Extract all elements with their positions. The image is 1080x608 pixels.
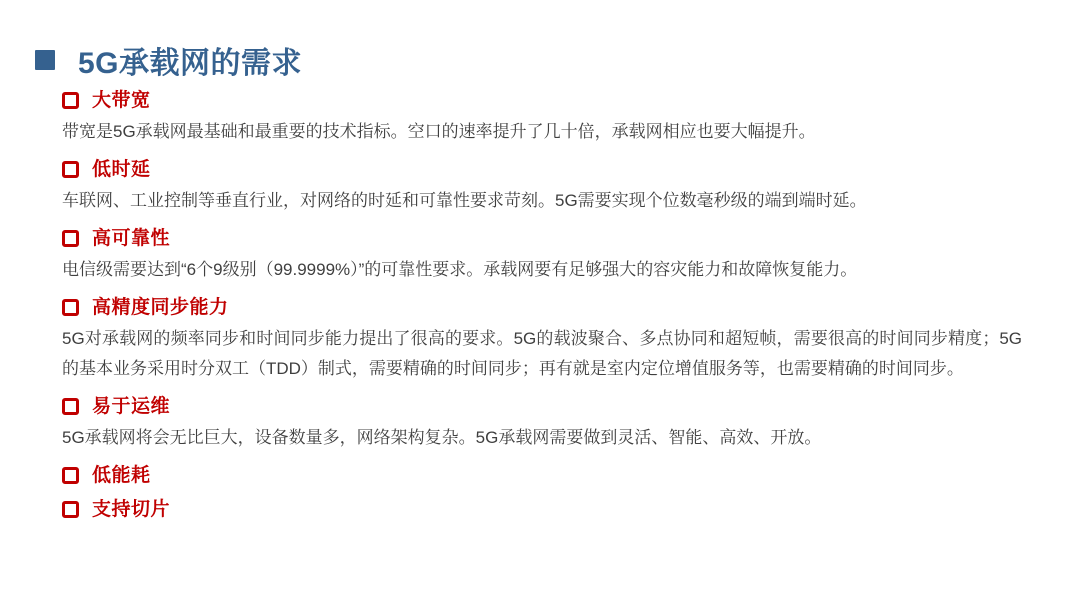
section-synchronization [62, 296, 1022, 384]
section-slicing [62, 498, 1022, 521]
hollow-square-icon [62, 299, 79, 316]
section-heading-label: 低时延 [92, 159, 151, 180]
section-reliability [62, 227, 1022, 285]
section-operations [62, 395, 1022, 453]
section-heading [62, 395, 1022, 418]
section-latency [62, 158, 1022, 216]
section-body-text: 电信级需要达到“6个9级别（99.9999%）”的可靠性要求。承载网要有足够强大的容灾能力和故障恢复能力。 [62, 260, 858, 279]
hollow-square-icon [62, 467, 79, 484]
section-heading-label: 高精度同步能力 [92, 297, 229, 318]
hollow-square-icon [62, 398, 79, 415]
hollow-square-icon [62, 501, 79, 518]
slide-title-row [35, 42, 1044, 78]
section-energy [62, 464, 1022, 487]
section-bandwidth [62, 89, 1022, 147]
section-heading [62, 89, 1022, 112]
section-heading [62, 158, 1022, 181]
section-heading [62, 296, 1022, 319]
section-heading [62, 498, 1022, 521]
section-heading-label: 大带宽 [92, 90, 151, 111]
section-heading-label: 易于运维 [92, 396, 171, 417]
filled-square-icon [35, 50, 55, 70]
page-title: 5G承载网的需求 [78, 47, 303, 80]
hollow-square-icon [62, 161, 79, 178]
hollow-square-icon [62, 92, 79, 109]
section-heading [62, 464, 1022, 487]
section-heading-label: 支持切片 [92, 499, 171, 520]
section-body-text: 5G承载网将会无比巨大，设备数量多，网络架构复杂。5G承载网需要做到灵活、智能、高效、开放。 [62, 428, 822, 447]
section-body-text: 带宽是5G承载网最基础和最重要的技术指标。空口的速率提升了几十倍，承载网相应也要大幅提升。 [62, 122, 816, 141]
section-body-text: 车联网、工业控制等垂直行业，对网络的时延和可靠性要求苛刻。5G需要实现个位数毫秒级的端到端时延。 [62, 191, 867, 210]
slide-content [62, 89, 1022, 521]
section-body-text: 5G对承载网的频率同步和时间同步能力提出了很高的要求。5G的载波聚合、多点协同和超短帧，需要很高的时间同步精度；5G的基本业务采用时分双工（TDD）制式，需要精确的时间同步；再有就是室内定位增值服务等，也需要精确的时间同步。 [62, 329, 1022, 378]
hollow-square-icon [62, 230, 79, 247]
section-heading [62, 227, 1022, 250]
section-heading-label: 高可靠性 [92, 228, 171, 249]
section-heading-label: 低能耗 [92, 465, 151, 486]
